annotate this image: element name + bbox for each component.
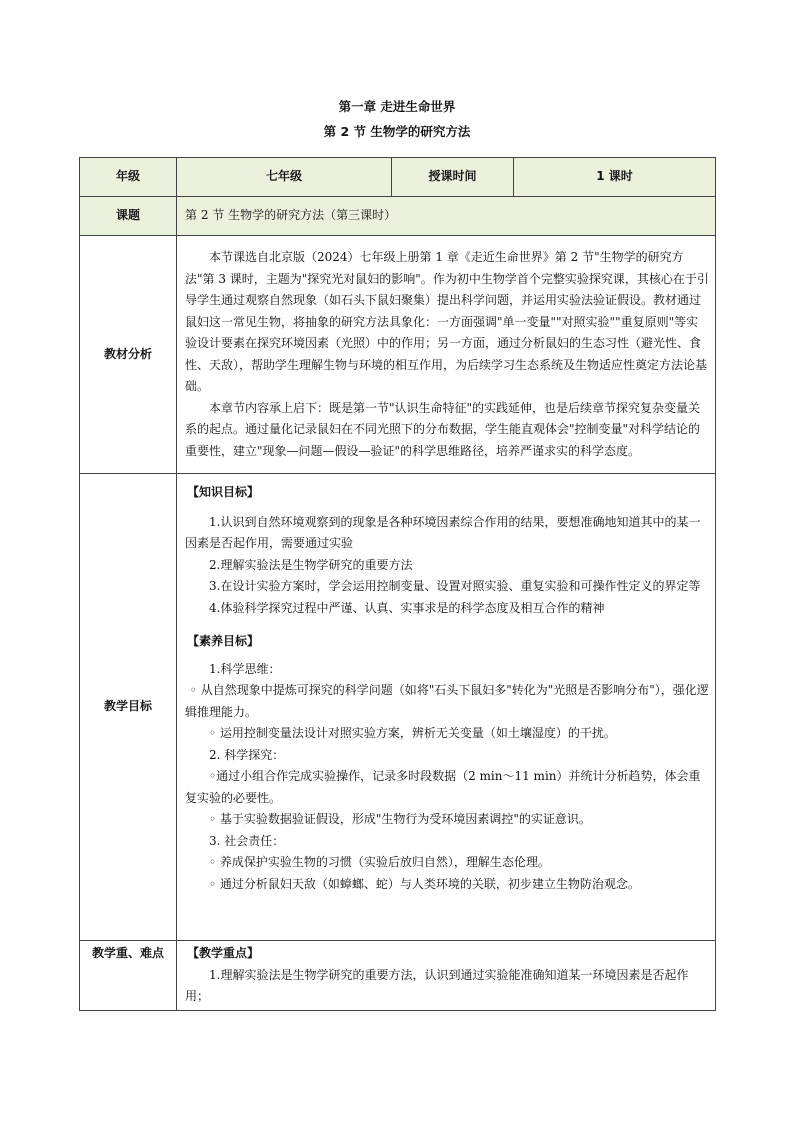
knowledge-goals-title: 【知识目标】 xyxy=(187,485,260,499)
grade-value: 七年级 xyxy=(177,158,392,197)
header-row xyxy=(80,158,716,197)
goals-content xyxy=(177,474,716,941)
inquiry-item: ◦ 基于实验数据验证假设，形成"生物行为受环境因素调控"的实证意识。 xyxy=(209,812,591,826)
lesson-plan-table xyxy=(79,157,716,1011)
topic-row xyxy=(80,197,716,236)
key-points-row xyxy=(80,941,716,1011)
knowledge-goal-item: 4.体验科学探究过程中严谨、认真、实事求是的科学态度及相互合作的精神 xyxy=(209,600,605,615)
key-points-content xyxy=(177,941,716,1011)
analysis-row xyxy=(80,236,716,474)
knowledge-goal-item: 3.在设计实验方案时，学会运用控制变量、设置对照实验、重复实验和可操作性定义的界定等 xyxy=(209,579,701,593)
key-points-label: 教学重、难点 xyxy=(80,941,177,1011)
social-item: ◦ 养成保护实验生物的习惯（实验后放归自然），理解生态伦理。 xyxy=(209,855,550,869)
analysis-paragraph: 本章节内容承上启下：既是第一节"认识生命特征"的实践延伸，也是后续章节探究复杂变量关系的起点。通过量化记录鼠妇在不同光照下的分布数据，学生能直观体会"控制变量"对科学结论的重要性，建立"现象—问题—假设—验证"的科学思维路径，培养严谨求实的科学态度。 xyxy=(185,400,701,458)
time-label: 授课时间 xyxy=(392,158,514,197)
section-title: 第 2 节 生物学的研究方法 xyxy=(323,124,471,139)
key-point-item: 1.理解实验法是生物学研究的重要方法，认识到通过实验能准确知道某一环境因素是否起作用； xyxy=(185,967,689,1003)
social-title: 3. 社会责任： xyxy=(209,833,285,848)
thinking-title: 1.科学思维： xyxy=(209,661,281,676)
thinking-item: ◦ 运用控制变量法设计对照实验方案，辨析无关变量（如土壤湿度）的干扰。 xyxy=(209,726,616,740)
topic-label: 课题 xyxy=(80,197,177,236)
chapter-title: 第一章 走进生命世界 xyxy=(338,99,456,114)
knowledge-goal-item: 1.认识到自然环境观察到的现象是各种环境因素综合作用的结果，要想准确地知道其中的某一因素是否起作用，需要通过实验 xyxy=(185,514,701,550)
grade-label: 年级 xyxy=(80,158,177,197)
analysis-paragraph: 本节课选自北京版（2024）七年级上册第 1 章《走近生命世界》第 2 节"生物学的研究方法"第 3 课时，主题为"探究光对鼠妇的影响"。作为初中生物学首个完整实验探究课，其核心在于引导学生通过观察自然现象（如石头下鼠妇聚集）提出科学问题，并运用实验法验证假设。教材通过鼠妇这一常见生物，将抽象的研究方法具象化：一方面强调"单一变量""对照实验""重复原则"等实验设计要素在探究环境因素（光照）中的作用；另一方面，通过分析鼠妇的生态习性（避光性、食性、天敌），帮助学生理解生物与环境的相互作用，为后续学习生态系统及生物适应性奠定方法论基础。 xyxy=(185,250,709,393)
inquiry-item: ◦通过小组合作完成实验操作，记录多时段数据（2 min～11 min）并统计分析趋势，体会重复实验的必要性。 xyxy=(185,769,701,805)
topic-value: 第 2 节 生物学的研究方法（第三课时） xyxy=(177,197,716,236)
goals-row xyxy=(80,474,716,941)
thinking-item: ◦ 从自然现象中提炼可探究的科学问题（如将"石头下鼠妇多"转化为"光照是否影响分布"），强化逻辑推理能力。 xyxy=(185,683,709,719)
inquiry-title: 2. 科学探究： xyxy=(209,747,285,762)
goals-label: 教学目标 xyxy=(80,474,177,941)
analysis-content xyxy=(177,236,716,474)
analysis-label: 教材分析 xyxy=(80,236,177,474)
social-item: ◦ 通过分析鼠妇天敌（如蟑螂、蛇）与人类环境的关联，初步建立生物防治观念。 xyxy=(209,876,640,891)
key-points-title: 【教学重点】 xyxy=(187,946,260,960)
literacy-goals-title: 【素养目标】 xyxy=(187,634,260,648)
hours-value: 1 课时 xyxy=(514,158,716,197)
knowledge-goal-item: 2.理解实验法是生物学研究的重要方法 xyxy=(209,557,413,572)
